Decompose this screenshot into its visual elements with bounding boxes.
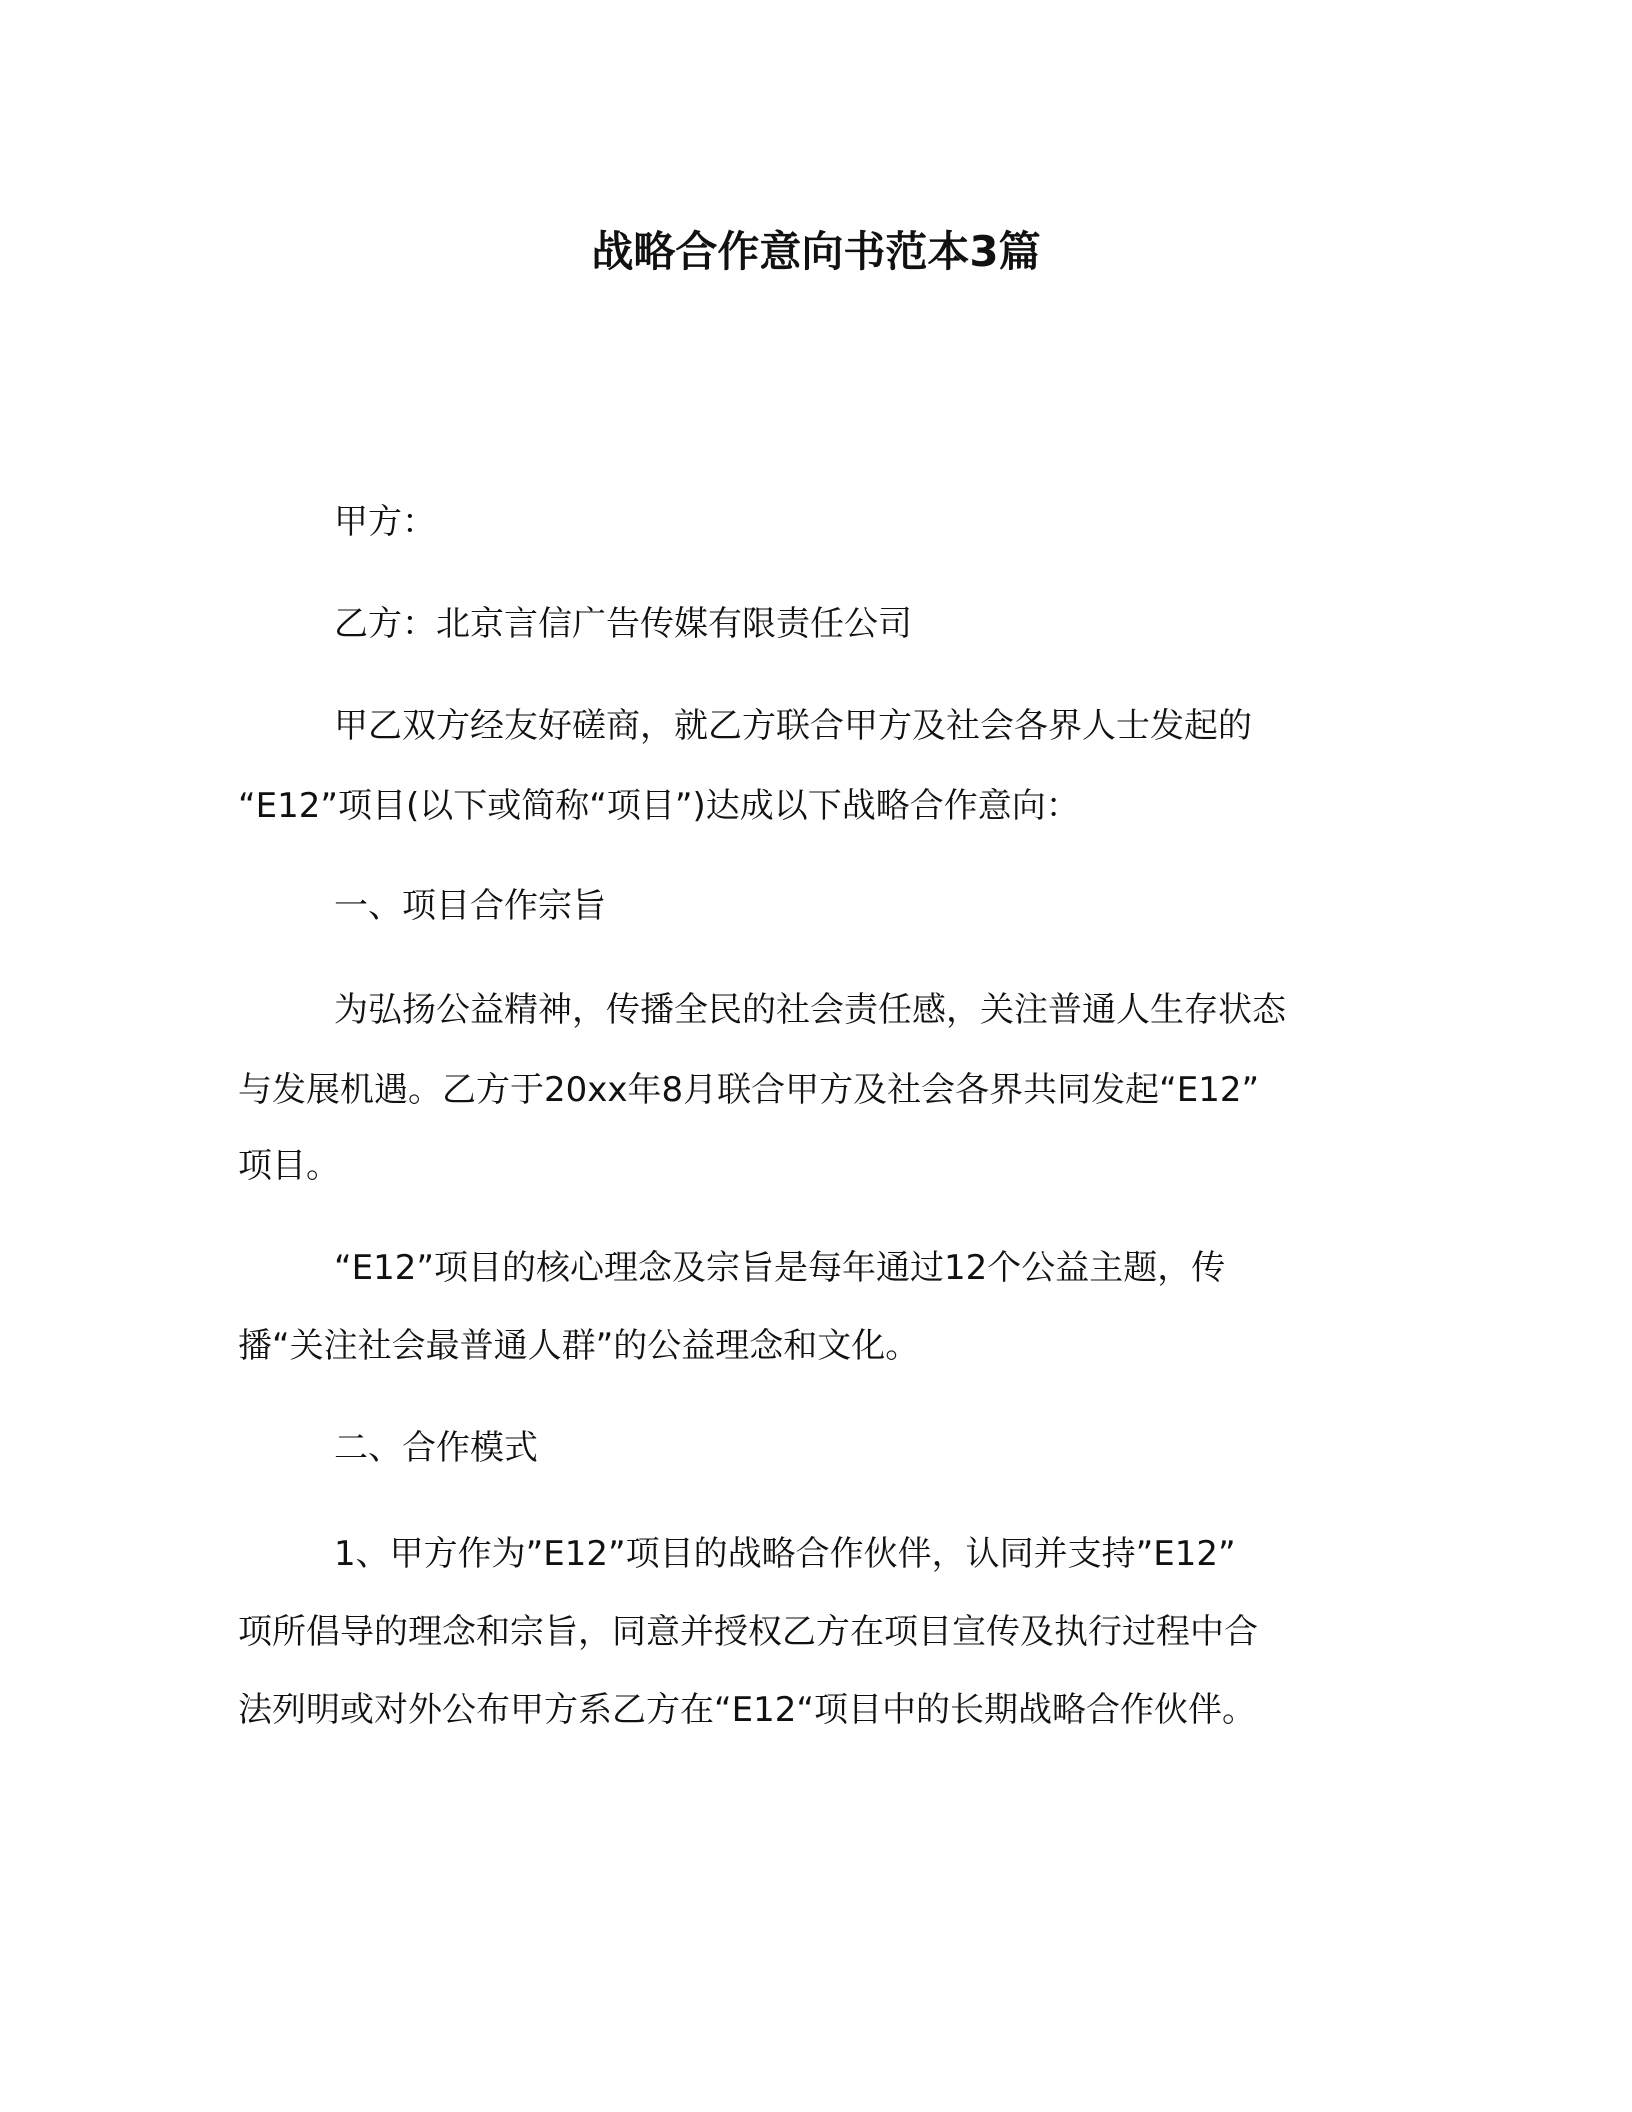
intro-line-1: 甲乙双方经友好磋商，就乙方联合甲方及社会各界人士发起的 [334,706,1252,746]
section1-para1-line-2: 与发展机遇。乙方于20xx年8月联合甲方及社会各界共同发起“E12” [238,1070,1260,1110]
intro-line-2: “E12”项目(以下或简称“项目”)达成以下战略合作意向： [238,786,1080,826]
section1-heading: 一、项目合作宗旨 [334,886,606,926]
section2-item1-line-3: 法列明或对外公布甲方系乙方在“E12“项目中的长期战略合作伙伴。 [238,1690,1256,1730]
section2-heading: 二、合作模式 [334,1428,538,1468]
section2-item1-line-1: 1、甲方作为”E12”项目的战略合作伙伴，认同并支持”E12” [334,1534,1236,1574]
section1-para1-line-1: 为弘扬公益精神，传播全民的社会责任感，关注普通人生存状态 [334,990,1286,1030]
party-a-line: 甲方： [334,502,436,542]
section1-para1-line-3: 项目。 [238,1146,340,1186]
section1-para2-line-1: “E12”项目的核心理念及宗旨是每年通过12个公益主题，传 [334,1248,1226,1288]
section2-item1-line-2: 项所倡导的理念和宗旨，同意并授权乙方在项目宣传及执行过程中合 [238,1612,1258,1652]
party-b-line: 乙方：北京言信广告传媒有限责任公司 [334,604,912,644]
document-title: 战略合作意向书范本3篇 [591,227,1041,276]
section1-para2-line-2: 播“关注社会最普通人群”的公益理念和文化。 [238,1326,920,1366]
